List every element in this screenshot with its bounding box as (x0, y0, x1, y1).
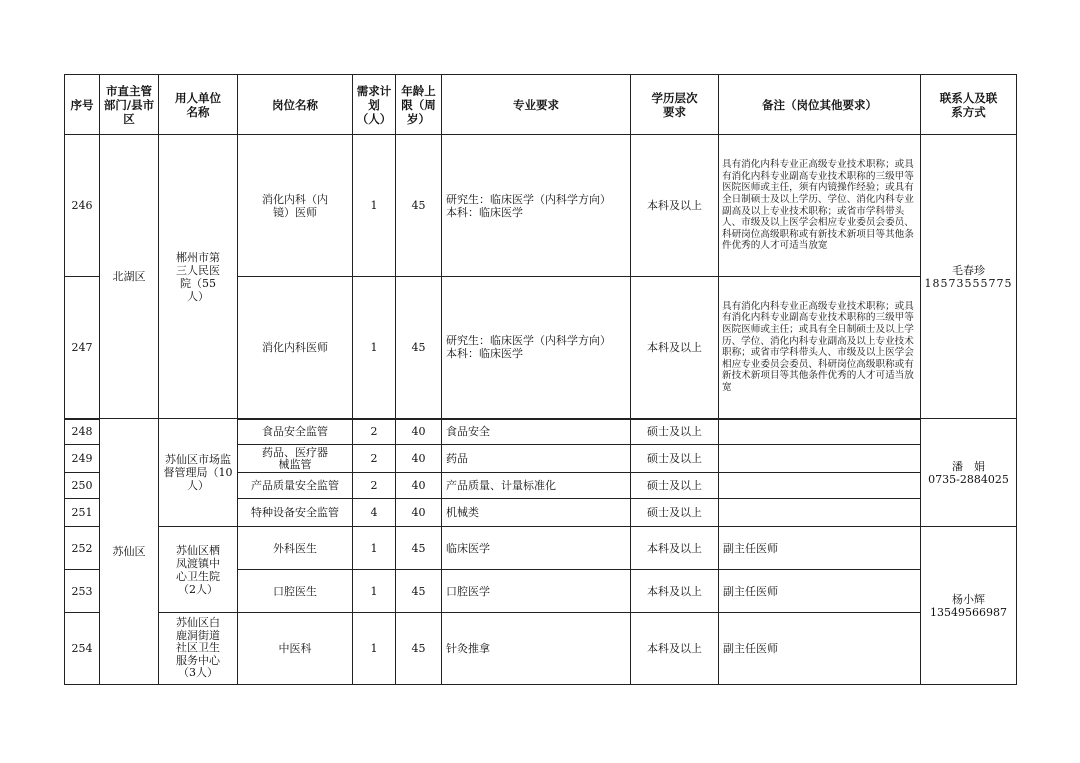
unit-cell: 郴州市第三人民医院（55人） (159, 135, 238, 419)
table-row (65, 613, 1017, 685)
quota-cell: 1 (353, 527, 396, 570)
contact-name: 潘 娟 (952, 459, 985, 473)
row-seq: 254 (65, 613, 100, 685)
header-dept: 市直主管部门/县市区 (100, 75, 159, 135)
note-cell (719, 473, 921, 499)
recruitment-table (64, 74, 1017, 685)
row-seq: 247 (65, 277, 100, 419)
contact-cell (921, 527, 1017, 685)
major-cell (442, 135, 631, 277)
row-seq: 251 (65, 499, 100, 527)
row-seq: 249 (65, 445, 100, 473)
post-cell: 中医科 (238, 613, 353, 685)
quota-cell: 2 (353, 445, 396, 473)
post-cell: 消化内科（内镜）医师 (238, 135, 353, 277)
major-cell (442, 277, 631, 419)
post-cell: 药品、医疗器械监管 (238, 445, 353, 473)
note-cell: 具有消化内科专业正高级专业技术职称；或具有消化内科专业副高专业技术职称的三级甲等医院医师或主任；或具有全日制硕士及以上学历、学位、消化内科专业副高及以上专业技术职称；或省市学科带头人、市级及以上医学会相应专业委员会委员、科研岗位高级职称或有新技术新项目等其他条件优秀的人才可适当放宽 (719, 277, 921, 419)
quota-cell: 1 (353, 570, 396, 613)
post-cell: 外科医生 (238, 527, 353, 570)
quota-cell: 2 (353, 419, 396, 445)
unit-cell: 苏仙区栖凤渡镇中心卫生院（2人） (159, 527, 238, 613)
note-cell: 副主任医师 (719, 527, 921, 570)
contact-name: 毛春珍 (952, 263, 985, 277)
post-cell: 口腔医生 (238, 570, 353, 613)
edu-cell: 硕士及以上 (631, 473, 719, 499)
table-row (65, 135, 1017, 277)
header-quota: 需求计划（人） (353, 75, 396, 135)
contact-phone: 0735-2884025 (928, 472, 1009, 486)
note-cell: 副主任医师 (719, 613, 921, 685)
note-cell: 副主任医师 (719, 570, 921, 613)
dept-cell: 北湖区 (100, 135, 159, 419)
age-cell: 45 (396, 570, 442, 613)
row-seq: 250 (65, 473, 100, 499)
major-line: 本科：临床医学 (446, 347, 523, 361)
row-seq: 253 (65, 570, 100, 613)
note-cell (719, 419, 921, 445)
contact-phone: 13549566987 (930, 605, 1007, 619)
header-post: 岗位名称 (238, 75, 353, 135)
edu-cell: 硕士及以上 (631, 445, 719, 473)
edu-cell: 硕士及以上 (631, 499, 719, 527)
header-row (65, 75, 1017, 135)
age-cell: 45 (396, 613, 442, 685)
header-unit: 用人单位名称 (159, 75, 238, 135)
edu-cell: 硕士及以上 (631, 419, 719, 445)
note-cell (719, 445, 921, 473)
table-row (65, 527, 1017, 570)
note-cell: 具有消化内科专业正高级专业技术职称；或具有消化内科专业副高专业技术职称的三级甲等医院医师或主任，须有内镜操作经验；或具有全日制硕士及以上学历、学位、消化内科专业副高及以上专业技术职称；或省市学科带头人、市级及以上医学会相应专业委员会委员、科研岗位高级职称或有新技术新项目等其他条件优秀的人才可适当放宽 (719, 135, 921, 277)
quota-cell: 1 (353, 613, 396, 685)
post-cell: 消化内科医师 (238, 277, 353, 419)
major-cell: 针灸推拿 (442, 613, 631, 685)
age-cell: 45 (396, 527, 442, 570)
row-seq: 248 (65, 419, 100, 445)
major-cell: 临床医学 (442, 527, 631, 570)
table-row (65, 419, 1017, 445)
row-seq: 246 (65, 135, 100, 277)
major-line: 研究生：临床医学（内科学方向） (446, 192, 611, 206)
edu-cell: 本科及以上 (631, 527, 719, 570)
contact-phone: 18573555775 (924, 276, 1013, 290)
post-cell: 食品安全监管 (238, 419, 353, 445)
quota-cell: 2 (353, 473, 396, 499)
major-line: 本科：临床医学 (446, 205, 523, 219)
contact-cell (921, 135, 1017, 419)
note-cell (719, 499, 921, 527)
dept-cell: 苏仙区 (100, 419, 159, 685)
major-cell: 食品安全 (442, 419, 631, 445)
contact-name: 杨小辉 (952, 592, 985, 606)
age-cell: 40 (396, 445, 442, 473)
row-seq: 252 (65, 527, 100, 570)
edu-cell: 本科及以上 (631, 135, 719, 277)
major-cell: 药品 (442, 445, 631, 473)
age-cell: 40 (396, 499, 442, 527)
edu-cell: 本科及以上 (631, 613, 719, 685)
contact-cell (921, 419, 1017, 527)
major-line: 研究生：临床医学（内科学方向） (446, 334, 611, 348)
edu-cell: 本科及以上 (631, 277, 719, 419)
post-cell: 特种设备安全监管 (238, 499, 353, 527)
edu-cell: 本科及以上 (631, 570, 719, 613)
header-seq: 序号 (65, 75, 100, 135)
age-cell: 40 (396, 419, 442, 445)
unit-cell: 苏仙区白鹿洞街道社区卫生服务中心（3人） (159, 613, 238, 685)
major-cell: 口腔医学 (442, 570, 631, 613)
quota-cell: 4 (353, 499, 396, 527)
quota-cell: 1 (353, 135, 396, 277)
age-cell: 40 (396, 473, 442, 499)
quota-cell: 1 (353, 277, 396, 419)
unit-cell: 苏仙区市场监督管理局（10人） (159, 419, 238, 527)
header-age: 年龄上限（周岁） (396, 75, 442, 135)
header-major: 专业要求 (442, 75, 631, 135)
header-edu: 学历层次要求 (631, 75, 719, 135)
major-cell: 产品质量、计量标准化 (442, 473, 631, 499)
post-cell: 产品质量安全监管 (238, 473, 353, 499)
age-cell: 45 (396, 277, 442, 419)
header-contact: 联系人及联系方式 (921, 75, 1017, 135)
age-cell: 45 (396, 135, 442, 277)
header-note: 备注（岗位其他要求） (719, 75, 921, 135)
major-cell: 机械类 (442, 499, 631, 527)
